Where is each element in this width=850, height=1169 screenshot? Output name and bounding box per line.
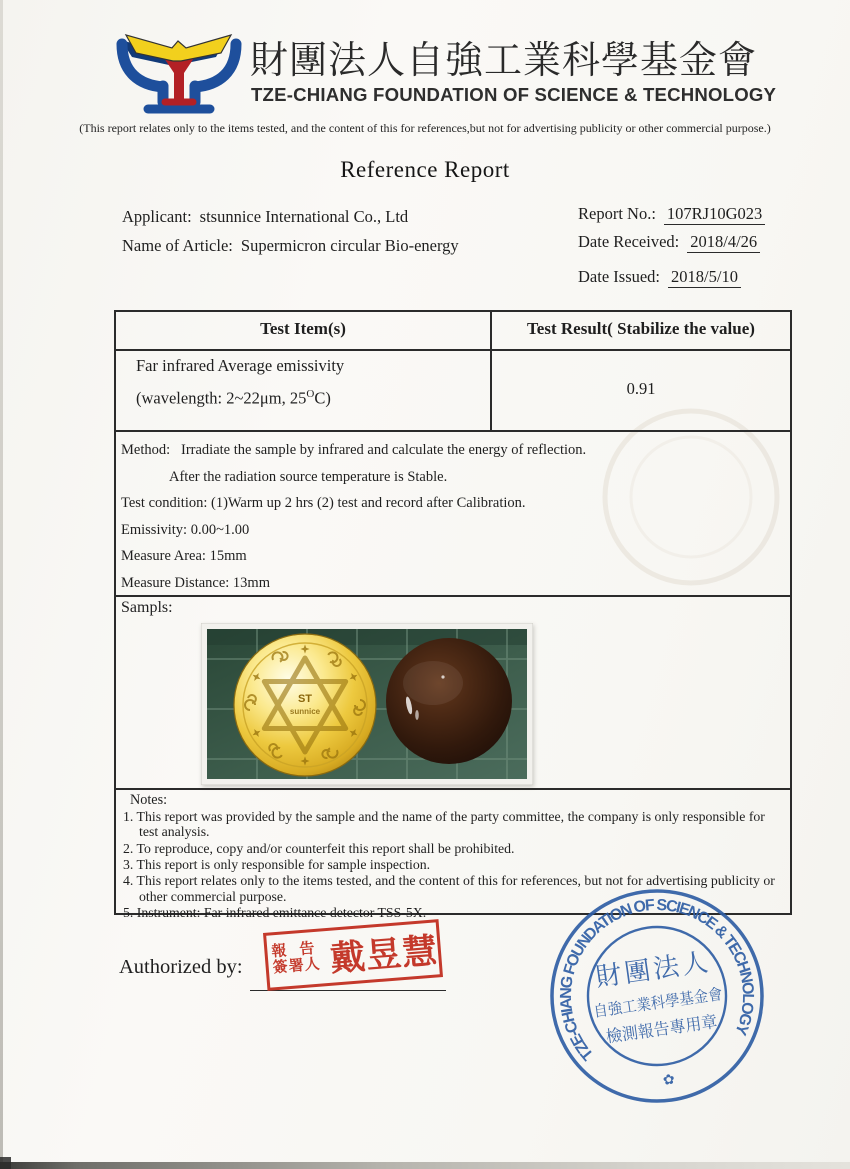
scan-corner-mark	[0, 1157, 11, 1169]
note-item: 2. To reproduce, copy and/or counterfeit this report shall be prohibited.	[123, 840, 515, 856]
org-name-chinese: 財團法人自強工業科學基金會	[250, 40, 758, 82]
notes-title: Notes:	[130, 792, 168, 808]
red-stamp-signer-name: 戴昱慧	[328, 931, 440, 979]
date-issued-row	[578, 267, 741, 287]
red-stamp-title-row1: 報告	[270, 940, 329, 961]
note-item: 4. This report relates only to the items tested, and the content of this for references, but not for advertising publicity or other commercial purpose.	[123, 873, 775, 904]
method-line: Measure Area: 15mm	[121, 548, 247, 564]
article-row	[122, 236, 459, 256]
mat-top-shade	[207, 629, 527, 645]
gold-coin-sample	[234, 634, 376, 776]
signer-red-stamp	[263, 919, 443, 991]
date-received-value: 2018/4/26	[687, 232, 760, 253]
signature-line	[250, 990, 446, 991]
samples-label: Sampls:	[121, 599, 173, 616]
article-label: Name of Article:	[122, 236, 233, 255]
stamp-inner-line2: 自強工業科學基金會	[592, 984, 734, 1021]
applicant-label: Applicant:	[122, 207, 192, 226]
wavelength-post: C)	[314, 388, 331, 408]
disc-glint	[441, 675, 444, 678]
table-header-result: Test Result( Stabilize the value)	[527, 319, 755, 338]
note-item: 1. This report was provided by the sample and the name of the party committee, the company is only responsible for test analysis.	[123, 808, 765, 840]
org-name-english: TZE-CHIANG FOUNDATION OF SCIENCE & TECHNOLOGY	[251, 84, 777, 105]
foundation-round-stamp	[543, 882, 771, 1110]
scan-left-edge	[0, 0, 3, 1169]
stamp-inner-line3: 檢測報告專用章	[604, 1011, 722, 1047]
sample-photo	[201, 623, 533, 785]
results-table	[116, 312, 790, 432]
red-stamp-title	[271, 941, 329, 977]
scan-bottom-edge	[0, 1162, 850, 1169]
coin-text-top: ST	[297, 693, 313, 705]
applicant-row	[122, 207, 408, 227]
applicant-value: stsunnice International Co., Ltd	[199, 207, 409, 226]
header-disclaimer: (This report relates only to the items tested, and the content of this for references,but not for advertising publicity or other commercial purpose.)	[79, 121, 771, 135]
wavelength-sup: O	[306, 388, 315, 400]
test-item-line2	[136, 388, 331, 409]
wavelength-pre: (wavelength: 2~22μm, 25	[136, 388, 307, 408]
method-line: Test condition: (1)Warm up 2 hrs (2) test and record after Calibration.	[121, 495, 526, 511]
method-line: After the radiation source temperature is Stable.	[169, 468, 448, 485]
method-line: Emissivity: 0.00~1.00	[121, 521, 250, 538]
method-line: Method: Irradiate the sample by infrared and calculate the energy of reflection.	[121, 442, 587, 458]
stamp-inner-line1: 財團法人	[593, 947, 713, 993]
method-section	[116, 432, 790, 597]
dark-disc-sample	[386, 638, 512, 764]
report-title: Reference Report	[340, 157, 510, 182]
test-item-line1: Far infrared Average emissivity	[136, 356, 345, 375]
report-no-row	[578, 204, 765, 224]
table-header-item: Test Item(s)	[260, 319, 346, 338]
date-received-label: Date Received:	[578, 232, 680, 251]
stamp-ring-textpath: TZE-CHIANG FOUNDATION OF SCIENCE & TECHNOLOGY	[557, 896, 757, 1064]
red-stamp-title-row2: 簽署人	[272, 956, 322, 977]
report-no-label: Report No.:	[578, 204, 656, 223]
disc-glint	[415, 710, 419, 720]
stamp-flower-icon: ✿	[662, 1072, 676, 1089]
foundation-logo	[112, 26, 246, 116]
date-received-row	[578, 232, 760, 252]
article-value: Supermicron circular Bio-energy	[240, 236, 459, 255]
authorized-by-label: Authorized by:	[119, 956, 243, 978]
test-result-value: 0.91	[626, 379, 656, 398]
date-issued-label: Date Issued:	[578, 267, 661, 286]
note-item: 5. Instrument: Far infrared emittance detector TSS-5X.	[123, 905, 427, 921]
date-issued-value: 2018/5/10	[668, 267, 741, 288]
report-no-value: 107RJ10G023	[664, 204, 765, 225]
note-item: 3. This report is only responsible for sample inspection.	[123, 856, 431, 872]
samples-section	[116, 597, 790, 790]
coin-text-bottom: sunnice	[289, 707, 321, 716]
report-body-box	[114, 310, 792, 921]
method-line: Measure Distance: 13mm	[121, 574, 270, 591]
